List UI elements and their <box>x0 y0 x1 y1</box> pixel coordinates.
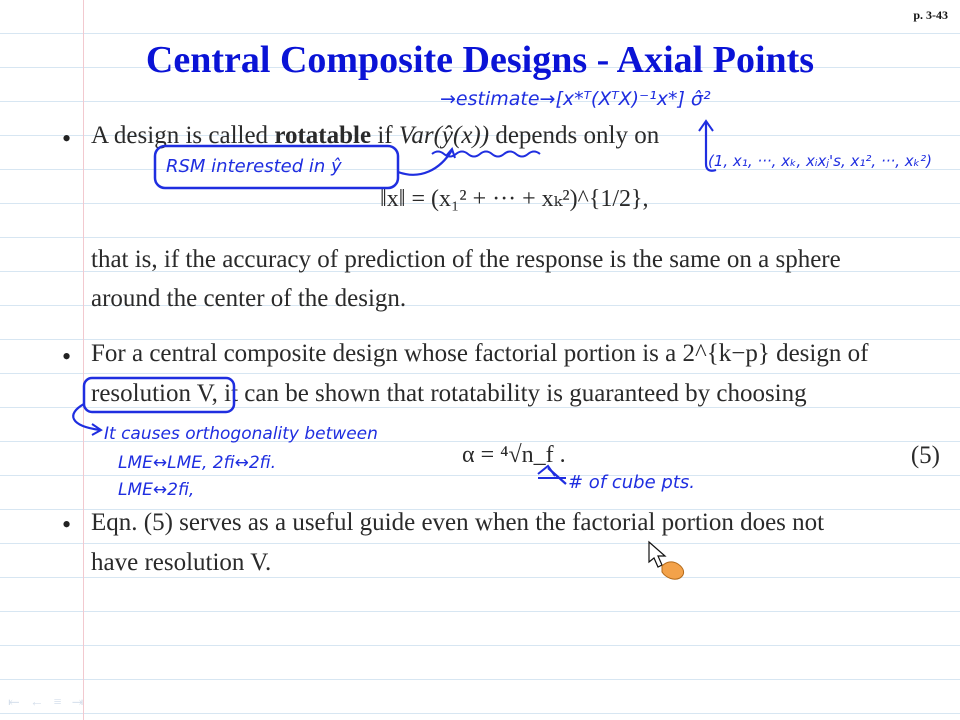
annotation-orthogonality-3: LME↔2fi, <box>118 480 195 500</box>
bullet3-line1: Eqn. (5) serves as a useful guide even when the factorial portion does not <box>91 509 825 536</box>
nav-next-icon[interactable]: ⇥ <box>71 696 84 711</box>
viewer-navigation <box>8 695 83 712</box>
nav-menu-icon[interactable]: ≡ <box>53 695 62 710</box>
annotation-orthogonality-2: LME↔LME, 2fi↔2fi. <box>118 453 277 473</box>
annotation-orthogonality-1: It causes orthogonality between <box>104 424 378 444</box>
annotation-xstar-vector: (1, x₁, ···, xₖ, xᵢxⱼ's, x₁², ···, xₖ²) <box>708 152 932 170</box>
bullet3-line2: have resolution V. <box>91 549 272 576</box>
page-title: Central Composite Designs - Axial Points <box>145 39 815 81</box>
nf-arrow <box>548 468 566 484</box>
bullet-marker: • <box>62 342 72 371</box>
bullet2-line2: resolution V, it can be shown that rotatability is guaranteed by choosing <box>91 380 807 407</box>
resolution-v-boxed: resolution V <box>91 380 212 407</box>
annotation-cube-points: # of cube pts. <box>568 472 695 493</box>
bullet1-line2: that is, if the accuracy of prediction of the response is the same on a sphere <box>91 246 841 273</box>
bullet-marker: • <box>62 510 72 539</box>
hand-cursor-icon <box>646 540 692 584</box>
bullet-marker: • <box>62 124 72 153</box>
annotation-estimate: →estimate→[x*ᵀ(XᵀX)⁻¹x*] σ̂² <box>440 88 711 110</box>
var-expression: Var(ŷ(x)) <box>398 122 490 149</box>
rsm-arrow <box>398 150 452 175</box>
rotatable-term: rotatable <box>274 122 372 149</box>
equation-number: (5) <box>910 442 940 469</box>
bullet1-line1: A design is called rotatable if Var(ŷ(x)) depends only on <box>91 122 660 149</box>
norm-formula: ‖x‖ = (x₁² + ··· + xₖ²)^{1/2}, <box>380 186 649 212</box>
page-number: p. 3-43 <box>913 8 948 22</box>
var-underline <box>432 152 540 157</box>
nav-first-icon[interactable]: ⇤ <box>8 696 20 711</box>
bullet2-line1: For a central composite design whose factorial portion is a 2^{k−p} design of <box>91 340 869 367</box>
nav-prev-icon[interactable]: ← <box>29 695 44 710</box>
annotation-rsm: RSM interested in ŷ <box>166 156 342 177</box>
alpha-formula: α = ⁴√n_f . <box>462 442 566 468</box>
bullet1-line3: around the center of the design. <box>91 285 407 312</box>
